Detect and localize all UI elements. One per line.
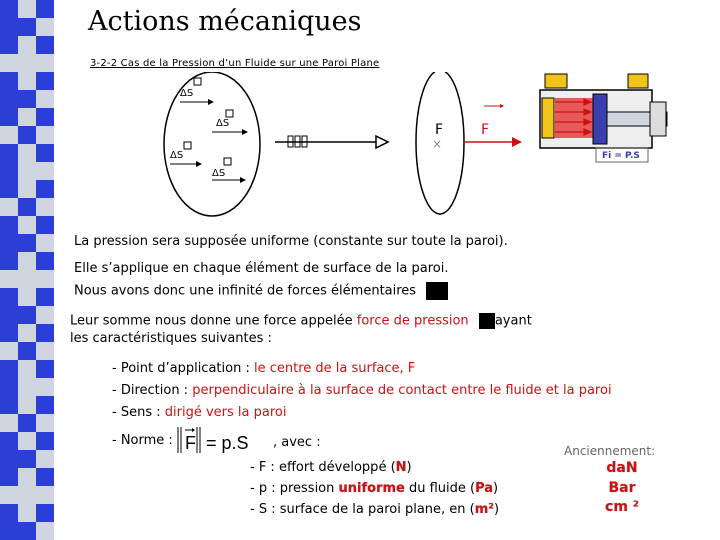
- checker-cell: [0, 234, 18, 252]
- checker-cell: [18, 288, 36, 306]
- checker-cell: [18, 54, 36, 72]
- definition-text: ): [494, 502, 500, 517]
- checker-cell: [0, 270, 18, 288]
- checker-cell: [18, 414, 36, 432]
- characteristic-point: [112, 361, 415, 377]
- unit-m2: m²: [474, 502, 494, 517]
- checker-cell: [18, 342, 36, 360]
- resultant-force-red: [465, 104, 522, 147]
- norme-formula: [176, 425, 272, 455]
- checker-cell: [36, 108, 54, 126]
- checker-cell: [36, 72, 54, 90]
- avec-text: , avec :: [273, 435, 321, 450]
- checker-cell: [36, 378, 54, 396]
- paragraph-sum: [70, 313, 532, 330]
- checker-cell: [18, 162, 36, 180]
- paragraph-characteristics: les caractéristiques suivantes :: [70, 331, 272, 346]
- definition-text: ): [406, 460, 412, 475]
- checker-cell: [0, 504, 18, 522]
- checker-cell: [36, 18, 54, 36]
- definition-force: [250, 460, 412, 476]
- definition-text: - S : surface de la paroi plane, en (: [250, 502, 475, 517]
- anciennement-label: Anciennement:: [564, 444, 656, 458]
- unit-pa: Pa: [475, 481, 494, 496]
- checker-cell: [36, 180, 54, 198]
- checker-cell: [18, 0, 36, 18]
- checker-cell: [0, 144, 18, 162]
- checker-cell: [36, 198, 54, 216]
- old-unit-bar: Bar: [608, 480, 636, 496]
- checker-cell: [18, 378, 36, 396]
- delta-s-label: ΔS: [170, 150, 184, 161]
- checker-cell: [18, 18, 36, 36]
- checker-cell: [0, 0, 18, 18]
- checker-cell: [0, 486, 18, 504]
- checker-cell: [36, 468, 54, 486]
- checker-cell: [0, 450, 18, 468]
- checker-cell: [36, 504, 54, 522]
- checker-cell: [36, 432, 54, 450]
- characteristic-label: - Point d’application :: [112, 361, 250, 376]
- force-de-pression-term: force de pression: [356, 313, 469, 329]
- checker-cell: [0, 18, 18, 36]
- checker-cell: [36, 306, 54, 324]
- characteristic-value: le centre de la surface, F: [253, 361, 416, 376]
- checker-cell: [18, 450, 36, 468]
- checker-cell: [18, 216, 36, 234]
- characteristic-direction: [112, 383, 612, 399]
- norme-label: - Norme :: [112, 433, 173, 448]
- definition-text: - p : pression: [250, 481, 339, 496]
- sum-text: Leur somme nous donne une force appelée: [70, 313, 353, 329]
- checker-cell: [36, 486, 54, 504]
- checker-cell: [0, 288, 18, 306]
- vector-df-glyph: [426, 282, 448, 300]
- old-unit-cm2: cm ²: [605, 499, 639, 515]
- checker-cell: [0, 90, 18, 108]
- infinity-text: Nous avons donc une infinité de forces élémentaires: [74, 283, 417, 299]
- checker-cell: [18, 180, 36, 198]
- checker-cell: [0, 216, 18, 234]
- checker-cell: [18, 432, 36, 450]
- checker-cell: [0, 360, 18, 378]
- checker-cell: [0, 252, 18, 270]
- characteristic-label: - Direction :: [112, 383, 189, 398]
- elementary-force-4: [212, 158, 246, 183]
- definition-text: - F : effort développé (: [250, 460, 396, 475]
- checker-cell: [36, 270, 54, 288]
- checker-cell: [0, 54, 18, 72]
- checker-cell: [36, 144, 54, 162]
- formula-rest: = p.S: [206, 433, 249, 453]
- checker-cell: [18, 36, 36, 54]
- checker-cell: [0, 162, 18, 180]
- checker-cell: [0, 396, 18, 414]
- elementary-force-3: [170, 142, 202, 167]
- definition-surface: [250, 502, 499, 518]
- checker-cell: [36, 0, 54, 18]
- equivalence-arrow: [275, 136, 388, 148]
- checker-cell: [0, 522, 18, 540]
- center-cross: ×: [432, 137, 443, 151]
- checker-cell: [18, 252, 36, 270]
- hydraulic-cylinder-illustration: [540, 74, 667, 162]
- checker-cell: [0, 342, 18, 360]
- paragraph-infinity: [74, 282, 448, 300]
- checker-cell: [0, 198, 18, 216]
- cylinder-formula: Fi = P.S: [602, 151, 640, 161]
- checker-cell: [36, 342, 54, 360]
- checker-cell: [18, 144, 36, 162]
- checker-cell: [18, 198, 36, 216]
- checker-cell: [0, 324, 18, 342]
- old-unit-dan: daN: [606, 460, 638, 476]
- characteristic-label: - Sens :: [112, 405, 161, 420]
- checker-cell: [36, 216, 54, 234]
- checker-cell: [36, 360, 54, 378]
- checker-cell: [36, 324, 54, 342]
- checker-cell: [36, 252, 54, 270]
- delta-s-label: ΔS: [216, 118, 230, 129]
- checker-cell: [0, 180, 18, 198]
- section-subtitle: 3-2-2 Cas de la Pression d’un Fluide sur une Paroi Plane: [90, 58, 380, 69]
- checker-cell: [36, 522, 54, 540]
- checker-cell: [18, 324, 36, 342]
- paragraph-applies: Elle s’applique en chaque élément de surface de la paroi.: [74, 261, 449, 276]
- checker-cell: [36, 288, 54, 306]
- definition-text: du fluide (: [404, 481, 476, 496]
- checker-cell: [18, 360, 36, 378]
- checker-cell: [36, 414, 54, 432]
- slide-title: Actions mécaniques: [88, 6, 362, 37]
- checker-cell: [0, 414, 18, 432]
- checker-cell: [36, 450, 54, 468]
- characteristic-value: perpendiculaire à la surface de contact entre le fluide et la paroi: [192, 383, 612, 398]
- unit-n: N: [395, 460, 407, 475]
- force-label-left: F: [435, 122, 444, 138]
- formula-f: F: [185, 433, 196, 453]
- checker-cell: [0, 468, 18, 486]
- checker-cell: [36, 54, 54, 72]
- checker-cell: [18, 234, 36, 252]
- definition-text: ): [493, 481, 499, 496]
- checker-cell: [18, 486, 36, 504]
- decorative-checker-strip: [0, 0, 54, 540]
- checker-cell: [36, 90, 54, 108]
- ayant-text: ayant: [494, 313, 532, 329]
- pressure-diagram: [150, 72, 670, 222]
- checker-cell: [0, 378, 18, 396]
- checker-cell: [36, 162, 54, 180]
- definition-pression: [250, 481, 498, 497]
- uniforme-term: uniforme: [338, 481, 405, 496]
- vector-f-glyph: [479, 313, 495, 329]
- plate-ellipse: [164, 72, 260, 216]
- checker-cell: [18, 270, 36, 288]
- elementary-force-1: [180, 78, 214, 105]
- checker-cell: [0, 432, 18, 450]
- checker-cell: [18, 522, 36, 540]
- checker-cell: [36, 126, 54, 144]
- checker-cell: [36, 396, 54, 414]
- checker-cell: [18, 306, 36, 324]
- checker-cell: [18, 396, 36, 414]
- checker-cell: [18, 468, 36, 486]
- checker-cell: [0, 126, 18, 144]
- force-label-red: F: [481, 122, 490, 138]
- delta-s-label: ΔS: [212, 168, 226, 179]
- checker-cell: [36, 36, 54, 54]
- characteristic-value: dirigé vers la paroi: [164, 405, 287, 420]
- checker-cell: [18, 108, 36, 126]
- delta-s-label: ΔS: [180, 88, 194, 99]
- checker-cell: [36, 234, 54, 252]
- checker-cell: [18, 504, 36, 522]
- characteristic-sens: [112, 405, 286, 421]
- paragraph-uniform: La pression sera supposée uniforme (constante sur toute la paroi).: [74, 234, 508, 249]
- checker-cell: [0, 108, 18, 126]
- checker-cell: [18, 72, 36, 90]
- checker-cell: [0, 306, 18, 324]
- checker-cell: [18, 126, 36, 144]
- checker-cell: [0, 36, 18, 54]
- checker-cell: [0, 72, 18, 90]
- checker-cell: [18, 90, 36, 108]
- elementary-force-2: [212, 110, 248, 135]
